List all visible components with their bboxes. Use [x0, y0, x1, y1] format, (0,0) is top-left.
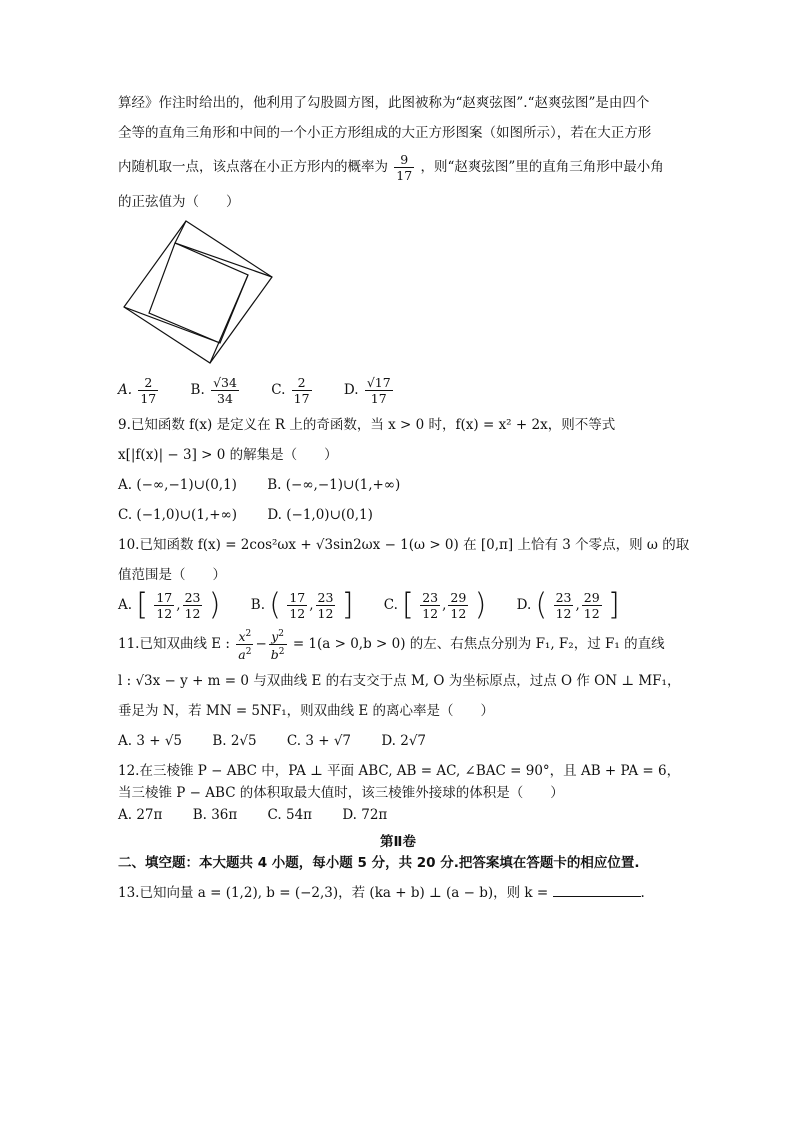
q13-answer-blank[interactable] [553, 884, 641, 897]
q10-option-b-upper [316, 590, 336, 621]
q10-option-c-left-bracket: [ [402, 587, 414, 623]
q10-options [118, 587, 678, 623]
q8-line-2: 全等的直角三角形和中间的一个小正方形组成的大正方形图案（如图所示），若在大正方形 [118, 125, 652, 141]
q9-options-row-2 [118, 504, 678, 526]
q8-option-a-fraction [138, 375, 158, 406]
q11-option-a[interactable]: A. 3 + √5 [118, 733, 183, 750]
q12-option-b[interactable]: B. 36π [192, 807, 238, 824]
q10-c-d1: 12 [422, 606, 439, 621]
q10-a-n1: 17 [156, 590, 173, 605]
q9-option-c[interactable]: C. (−1,0)∪(1,+∞) [118, 507, 238, 523]
q8-option-a[interactable] [118, 375, 160, 406]
q8-probability-fraction [394, 152, 414, 183]
q13-text: 13.已知向量 a = (1,2), b = (−2,3)，若 (ka + b) ⊥ (a − b)，则 k = [118, 885, 549, 902]
q11-x-fraction: $\frac{x^2}{a^2}$ [238, 629, 252, 663]
q10-b-d1: 12 [289, 606, 306, 621]
q8-line-3-b: ，则“赵爽弦图”里的直角三角形中最小角 [420, 159, 664, 175]
q10-b-d2: 12 [317, 606, 334, 621]
q12-option-a[interactable]: A. 27π [118, 807, 163, 824]
q8-option-b[interactable] [191, 375, 241, 406]
q8-option-d-num: √17 [366, 375, 391, 390]
q13-tail: . [640, 885, 645, 902]
q11-line-2: l : √3x − y + m = 0 与双曲线 E 的右支交于点 M, O 为坐标原点，过点 O 作 ON ⊥ MF₁， [118, 673, 681, 690]
q8-option-d-den: 17 [370, 391, 387, 406]
q10-option-d-lower [554, 590, 574, 621]
q8-option-c-label: C. [271, 382, 286, 398]
q10-a-d2: 12 [184, 606, 201, 621]
q10-d-d1: 12 [555, 606, 572, 621]
q9-option-a[interactable]: A. (−∞,−1)∪(0,1) [118, 477, 237, 493]
q10-option-c[interactable]: C. [ $\frac{23}{12}$ , $\frac{29}{12}$ ) [383, 587, 487, 623]
q9-line-1: 9.已知函数 f(x) 是定义在 R 上的奇函数，当 x > 0 时，f(x) = x² + 2x，则不等式 [118, 417, 616, 433]
q10-c-d2: 12 [450, 606, 467, 621]
q10-option-b[interactable]: B. ( $\frac{17}{12}$ , $\frac{23}{12}$ ] [250, 587, 354, 623]
q10-a-n2: 23 [184, 590, 201, 605]
q8-option-c-den: 17 [293, 391, 310, 406]
q12-options [118, 804, 678, 826]
q8-option-c[interactable] [271, 375, 313, 406]
q10-option-b-label: B. [250, 597, 265, 613]
q8-option-d[interactable] [344, 375, 395, 406]
q11-option-b[interactable]: B. 2√5 [212, 733, 257, 750]
q12-option-c[interactable]: C. 54π [267, 807, 313, 824]
q9-option-b[interactable]: B. (−∞,−1)∪(1,+∞) [267, 477, 401, 493]
q10-option-d[interactable]: D. ( $\frac{23}{12}$ , $\frac{29}{12}$ ] [516, 587, 620, 623]
q10-option-a-upper [183, 590, 203, 621]
q9-option-d[interactable]: D. (−1,0)∪(0,1) [267, 507, 373, 523]
q10-option-a-lower [154, 590, 174, 621]
q10-option-c-label: C. [383, 597, 398, 613]
q8-option-a-den: 17 [140, 391, 157, 406]
q11-options [118, 730, 678, 752]
triangle-edge-2 [175, 243, 272, 277]
q10-option-b-right-bracket: ] [341, 587, 354, 623]
q13-line [118, 882, 678, 904]
q10-option-a[interactable]: A. [ $\frac{17}{12}$ , $\frac{23}{12}$ ) [118, 587, 221, 623]
q10-option-a-right-bracket: ) [208, 587, 221, 623]
q8-option-b-den: 34 [217, 391, 233, 406]
q11-option-d[interactable]: D. 2√7 [381, 733, 427, 750]
diagram-strokes [124, 221, 272, 363]
q8-option-b-num: √34 [213, 375, 237, 390]
q8-options [118, 375, 678, 406]
q11-y-fraction: $\frac{y^2}{b^2}$ [270, 629, 285, 663]
q12-line-2: 当三棱锥 P − ABC 的体积取最大值时，该三棱锥外接球的体积是（ ） [118, 785, 564, 802]
q10-option-d-label: D. [516, 597, 532, 613]
q10-d-n1: 23 [555, 590, 572, 605]
q10-d-d2: 12 [583, 606, 600, 621]
q10-option-d-right-bracket: ] [607, 587, 620, 623]
q11-line-1: 11.已知双曲线 E : $\frac{x^2}{a^2}$ − $\frac{y^2}{b^2}$ = 1(a > 0,b > 0) 的左、右焦点分别为 F₁, F₂，过 F₁ 的直线 [118, 629, 665, 663]
outer-square [124, 221, 272, 363]
q8-option-c-fraction [292, 375, 312, 406]
q10-option-d-upper [582, 590, 602, 621]
q11-option-c[interactable]: C. 3 + √7 [286, 733, 352, 750]
q10-option-c-upper [448, 590, 468, 621]
q11-line-1-a: 11.已知双曲线 E : [118, 636, 230, 653]
q10-d-n2: 29 [583, 590, 600, 605]
q8-prob-numerator: 9 [394, 152, 414, 168]
q8-option-a-label: A. [118, 382, 133, 398]
q10-option-d-left-bracket: ( [535, 587, 548, 623]
q11-line-1-b: = 1(a > 0,b > 0) 的左、右焦点分别为 F₁, F₂，过 F₁ 的直线 [292, 636, 665, 653]
section-title: 第Ⅱ卷 [380, 834, 416, 851]
q8-option-d-label: D. [343, 382, 359, 398]
inner-square [149, 243, 248, 343]
zhao-shuang-diagram-svg [120, 219, 280, 369]
q8-line-3-a: 内随机取一点，该点落在小正方形内的概率为 [118, 159, 388, 175]
q10-c-n2: 29 [450, 590, 467, 605]
q8-option-b-fraction [211, 375, 239, 406]
q10-option-c-lower [420, 590, 440, 621]
q8-option-c-num: 2 [292, 375, 312, 391]
q9-line-2: x[|f(x)| − 3] > 0 的解集是（ ） [118, 447, 338, 463]
q11-line-3: 垂足为 N，若 MN = 5NF₁，则双曲线 E 的离心率是（ ） [118, 703, 495, 720]
q12-line-1: 12.在三棱锥 P − ABC 中，PA ⊥ 平面 ABC, AB = AC, ∠BAC = 90°，且 AB + PA = 6， [118, 763, 681, 780]
zhao-shuang-diagram [120, 219, 678, 373]
q12-option-d[interactable]: D. 72π [342, 807, 388, 824]
q8-prob-denominator: 17 [396, 168, 413, 183]
q8-option-a-num: 2 [138, 375, 158, 391]
section-intro: 二、填空题：本大题共 4 小题，每小题 5 分，共 20 分.把答案填在答题卡的相应位置. [118, 855, 640, 872]
q8-line-1: 算经》作注时给出的，他利用了勾股圆方图，此图被称为“赵爽弦图”.“赵爽弦图”是由四个 [118, 95, 650, 111]
q10-a-d1: 12 [156, 606, 173, 621]
q8-line-4: 的正弦值为（ ） [118, 194, 240, 210]
q10-option-a-label: A. [118, 597, 133, 613]
q10-c-n1: 23 [422, 590, 439, 605]
q10-option-a-left-bracket: [ [136, 587, 149, 623]
triangle-edge-1 [175, 221, 186, 243]
q8-option-d-fraction [365, 375, 393, 406]
q10-line-2: 值范围是（ ） [118, 567, 226, 583]
q10-b-n2: 23 [317, 590, 334, 605]
q10-line-1: 10.已知函数 f(x) = 2cos²ωx + √3sin2ωx − 1(ω > 0) 在 [0,π] 上恰有 3 个零点，则 ω 的取 [118, 537, 690, 553]
q8-option-b-label: B. [190, 382, 205, 398]
exam-page [118, 92, 690, 904]
q8-line-3 [118, 152, 678, 183]
q10-b-n1: 17 [289, 590, 306, 605]
q10-option-c-right-bracket: ) [474, 587, 487, 623]
q9-options-row-1 [118, 474, 678, 496]
q10-option-b-lower [287, 590, 307, 621]
q10-option-b-left-bracket: ( [269, 587, 282, 623]
